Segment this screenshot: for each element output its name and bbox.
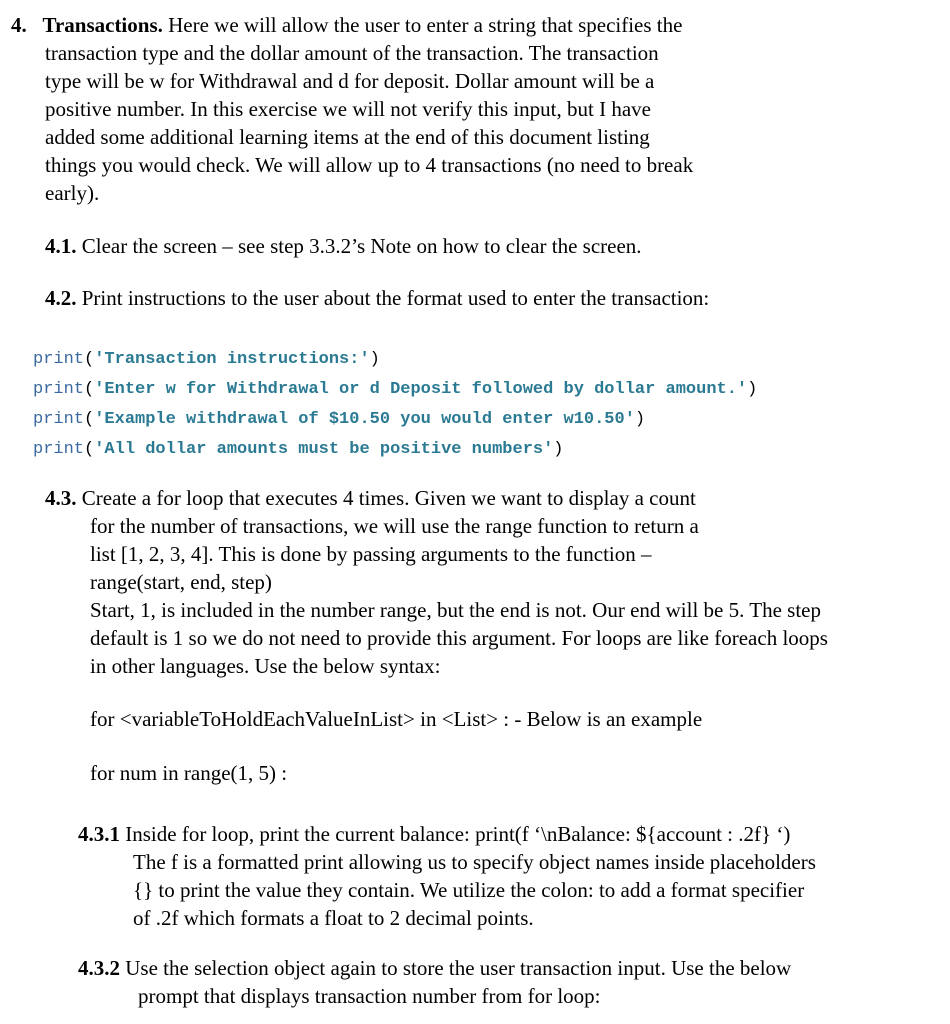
step-4-3-1 — [78, 822, 790, 846]
step-4-2 — [45, 286, 709, 310]
step-text: Use the selection object again to store the user transaction input. Use the below — [125, 956, 792, 980]
code-function: print — [33, 350, 85, 369]
code-paren: ) — [553, 440, 564, 459]
paragraph-line: things you would check. We will allow up to 4 transactions (no need to break — [45, 153, 694, 177]
code-string: 'Enter w for Withdrawal or d Deposit followed by dollar amount.' — [94, 380, 748, 399]
step-number: 4.2. — [45, 286, 77, 310]
step-4-1 — [45, 234, 642, 258]
code-paren: ( — [84, 350, 95, 369]
paragraph-line: prompt that displays transaction number from for loop: — [138, 984, 601, 1008]
paragraph-line: positive number. In this exercise we will not verify this input, but I have — [45, 97, 651, 121]
step-text: Create a for loop that executes 4 times. Given we want to display a count — [81, 486, 696, 510]
code-line — [33, 440, 564, 460]
code-string: 'Example withdrawal of $10.50 you would enter w10.50' — [94, 410, 635, 429]
example-line: for num in range(1, 5) : — [90, 761, 288, 785]
code-line — [33, 380, 757, 400]
code-paren: ) — [747, 380, 758, 399]
code-paren: ( — [84, 380, 95, 399]
step-text: Print instructions to the user about the format used to enter the transaction: — [81, 286, 710, 310]
paragraph-line: Start, 1, is included in the number range, but the end is not. Our end will be 5. The step — [90, 598, 821, 622]
step-text: Inside for loop, print the current balance: print(f ‘\nBalance: ${account : .2f} ‘) — [125, 822, 791, 846]
syntax-line: for <variableToHoldEachValueInList> in <List> : - Below is an example — [90, 707, 703, 731]
paragraph-line: {} to print the value they contain. We utilize the colon: to add a format specifier — [133, 878, 805, 902]
paragraph-line: transaction type and the dollar amount of the transaction. The transaction — [45, 41, 659, 65]
step-number: 4.3.1 — [78, 822, 120, 846]
code-function: print — [33, 380, 85, 399]
section-4-first-line — [11, 13, 682, 37]
paragraph-line: of .2f which formats a float to 2 decimal points. — [133, 906, 534, 930]
step-number: 4.3. — [45, 486, 77, 510]
code-function: print — [33, 410, 85, 429]
paragraph-line: added some additional learning items at the end of this document listing — [45, 125, 650, 149]
paragraph-line: default is 1 so we do not need to provide this argument. For loops are like foreach loops — [90, 626, 828, 650]
code-line — [33, 410, 645, 430]
code-string: 'Transaction instructions:' — [94, 350, 370, 369]
paragraph-line: for the number of transactions, we will use the range function to return a — [90, 514, 699, 538]
step-4-3 — [45, 486, 696, 510]
step-number: 4.3.2 — [78, 956, 120, 980]
step-text: Clear the screen – see step 3.3.2’s Note on how to clear the screen. — [81, 234, 642, 258]
paragraph-line: The f is a formatted print allowing us to specify object names inside placeholders — [133, 850, 816, 874]
paragraph-line: early). — [45, 181, 100, 205]
code-line — [33, 350, 380, 370]
code-paren: ) — [634, 410, 646, 429]
code-function: print — [33, 440, 85, 459]
code-paren: ( — [84, 440, 95, 459]
code-paren: ) — [369, 350, 380, 369]
code-string: 'All dollar amounts must be positive numbers' — [94, 440, 554, 459]
step-number: 4.1. — [45, 234, 77, 258]
step-4-3-2 — [78, 956, 791, 980]
paragraph-line: type will be w for Withdrawal and d for deposit. Dollar amount will be a — [45, 69, 655, 93]
paragraph-line: list [1, 2, 3, 4]. This is done by passing arguments to the function – — [90, 542, 652, 566]
section-number: 4. — [11, 13, 27, 37]
paragraph-line: range(start, end, step) — [90, 570, 272, 594]
paragraph-line: in other languages. Use the below syntax: — [90, 654, 441, 678]
section-title: Transactions. — [42, 13, 163, 37]
code-paren: ( — [84, 410, 95, 429]
section-text: Here we will allow the user to enter a string that specifies the — [168, 13, 683, 37]
